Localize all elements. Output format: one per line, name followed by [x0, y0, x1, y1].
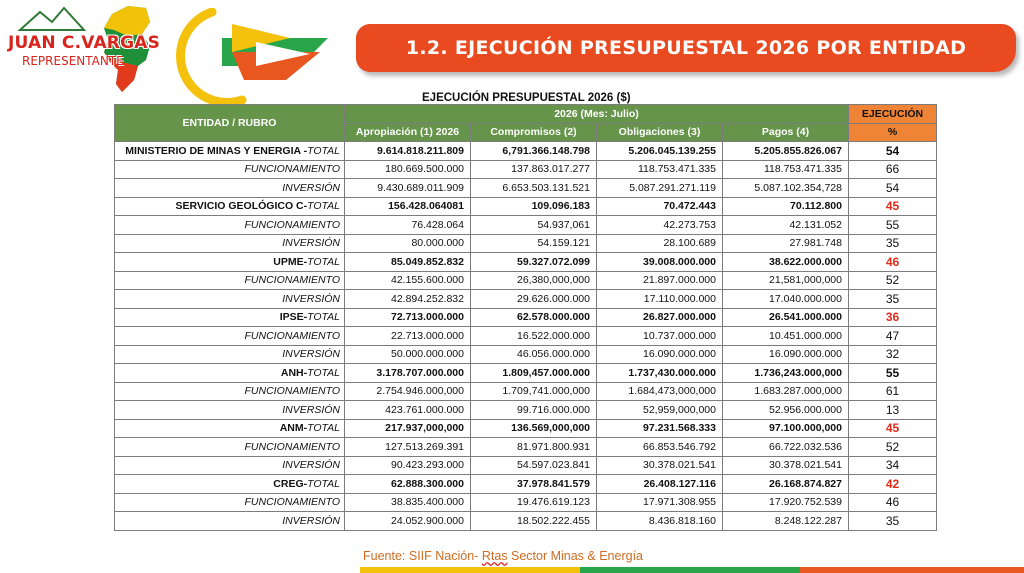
row-obligations: 5.206.045.139.255 — [597, 142, 723, 161]
row-entity — [115, 419, 345, 438]
row-obligations: 42.273.753 — [597, 216, 723, 235]
table-row — [115, 327, 937, 346]
row-entity — [115, 234, 345, 253]
row-obligations: 10.737.000.000 — [597, 327, 723, 346]
row-entity-name: UPME- — [273, 255, 308, 268]
row-payments: 26.541.000.000 — [723, 308, 849, 327]
row-appropriation: 9.430.689.011.909 — [345, 179, 471, 198]
row-payments: 16.090.000.000 — [723, 345, 849, 364]
table-row — [115, 493, 937, 512]
table-row-total — [115, 253, 937, 272]
row-execution-pct: 32 — [849, 345, 937, 364]
row-entity-name: INVERSIÓN — [282, 514, 340, 527]
row-entity-name: FUNCIONAMIENTO — [244, 163, 340, 176]
table-row — [115, 271, 937, 290]
row-appropriation: 62.888.300.000 — [345, 475, 471, 494]
row-appropriation: 217.937,000,000 — [345, 419, 471, 438]
row-entity-name: INVERSIÓN — [282, 459, 340, 472]
row-obligations: 8.436.818.160 — [597, 512, 723, 531]
row-entity-suffix: TOTAL — [307, 255, 340, 268]
row-commitments: 81.971.800.931 — [471, 438, 597, 457]
row-execution-pct: 52 — [849, 438, 937, 457]
bottom-stripe — [360, 567, 1024, 573]
row-entity — [115, 308, 345, 327]
row-commitments: 46.056.000.000 — [471, 345, 597, 364]
table-body — [115, 142, 937, 531]
row-execution-pct: 35 — [849, 512, 937, 531]
row-commitments: 137.863.017.277 — [471, 160, 597, 179]
row-entity-suffix: TOTAL — [307, 366, 340, 379]
source-note — [363, 549, 643, 563]
table-row — [115, 234, 937, 253]
row-execution-pct: 52 — [849, 271, 937, 290]
header-execution-unit: % — [849, 123, 937, 142]
title-banner — [356, 24, 1016, 72]
row-entity-name: FUNCIONAMIENTO — [244, 440, 340, 453]
table-row-total — [115, 197, 937, 216]
row-obligations: 70.472.443 — [597, 197, 723, 216]
row-appropriation: 42.894.252.832 — [345, 290, 471, 309]
row-entity-suffix: TOTAL — [307, 144, 340, 157]
row-entity-suffix: TOTAL — [307, 200, 340, 213]
row-entity-name: FUNCIONAMIENTO — [244, 329, 340, 342]
row-obligations: 39.008.000.000 — [597, 253, 723, 272]
row-entity-suffix: TOTAL — [307, 311, 340, 324]
row-appropriation: 72.713.000.000 — [345, 308, 471, 327]
row-entity-name: FUNCIONAMIENTO — [244, 218, 340, 231]
row-commitments: 29.626.000.000 — [471, 290, 597, 309]
row-commitments: 1.709,741.000,000 — [471, 382, 597, 401]
header-entity: ENTIDAD / RUBRO — [115, 105, 345, 142]
row-commitments: 18.502.222.455 — [471, 512, 597, 531]
header-appropriation: Apropiación (1) 2026 — [345, 123, 471, 142]
row-obligations: 26.827.000.000 — [597, 308, 723, 327]
row-entity-suffix: TOTAL — [307, 477, 340, 490]
table-row — [115, 216, 937, 235]
row-entity-name: INVERSIÓN — [282, 181, 340, 194]
row-payments: 17.920.752.539 — [723, 493, 849, 512]
row-entity — [115, 475, 345, 494]
row-execution-pct: 47 — [849, 327, 937, 346]
row-appropriation: 80.000.000 — [345, 234, 471, 253]
row-payments: 26.168.874.827 — [723, 475, 849, 494]
row-commitments: 54.597.023.841 — [471, 456, 597, 475]
table-caption: EJECUCIÓN PRESUPUESTAL 2026 ($) — [422, 92, 631, 104]
row-entity-name: ANM- — [279, 422, 308, 435]
table-row-total — [115, 308, 937, 327]
row-appropriation: 50.000.000.000 — [345, 345, 471, 364]
row-payments: 1.736,243.000,000 — [723, 364, 849, 383]
row-entity — [115, 512, 345, 531]
row-obligations: 17.110.000.000 — [597, 290, 723, 309]
row-appropriation: 9.614.818.211.809 — [345, 142, 471, 161]
table-row — [115, 438, 937, 457]
header-execution: EJECUCIÓN — [849, 105, 937, 124]
row-appropriation: 423.761.000.000 — [345, 401, 471, 420]
row-entity — [115, 327, 345, 346]
row-appropriation: 127.513.269.391 — [345, 438, 471, 457]
row-payments: 30.378.021.541 — [723, 456, 849, 475]
row-commitments: 59.327.072.099 — [471, 253, 597, 272]
row-payments: 38.622.000.000 — [723, 253, 849, 272]
row-entity-name: INVERSIÓN — [282, 237, 340, 250]
row-commitments: 136.569,000,000 — [471, 419, 597, 438]
row-obligations: 52,959,000,000 — [597, 401, 723, 420]
source-suffix: Sector Minas & Energía — [507, 549, 643, 563]
row-commitments: 16.522.000.000 — [471, 327, 597, 346]
row-entity — [115, 271, 345, 290]
logo — [0, 0, 165, 100]
budget-table — [114, 104, 937, 531]
row-obligations: 17.971.308.955 — [597, 493, 723, 512]
row-entity — [115, 160, 345, 179]
table-row-total — [115, 142, 937, 161]
table-row — [115, 512, 937, 531]
row-commitments: 6.653.503.131.521 — [471, 179, 597, 198]
row-payments: 70.112.800 — [723, 197, 849, 216]
arrow-emblem-icon — [160, 8, 340, 108]
row-commitments: 37.978.841.579 — [471, 475, 597, 494]
row-obligations: 16.090.000.000 — [597, 345, 723, 364]
row-execution-pct: 13 — [849, 401, 937, 420]
row-obligations: 1.737,430.000.000 — [597, 364, 723, 383]
row-payments: 42.131.052 — [723, 216, 849, 235]
row-appropriation: 156.428.064081 — [345, 197, 471, 216]
row-commitments: 109.096.183 — [471, 197, 597, 216]
row-execution-pct: 34 — [849, 456, 937, 475]
row-appropriation: 3.178.707.000.000 — [345, 364, 471, 383]
row-commitments: 19.476.619.123 — [471, 493, 597, 512]
row-execution-pct: 54 — [849, 179, 937, 198]
row-execution-pct: 54 — [849, 142, 937, 161]
logo-role: REPRESENTANTE — [22, 54, 124, 68]
row-entity — [115, 179, 345, 198]
table-row — [115, 160, 937, 179]
row-entity — [115, 456, 345, 475]
row-execution-pct: 45 — [849, 197, 937, 216]
row-obligations: 28.100.689 — [597, 234, 723, 253]
source-prefix: Fuente: SIIF Nación- — [363, 549, 482, 563]
table-row — [115, 179, 937, 198]
row-payments: 52.956.000.000 — [723, 401, 849, 420]
row-appropriation: 42.155.600.000 — [345, 271, 471, 290]
logo-name: JUAN C.VARGAS — [8, 33, 161, 53]
row-entity — [115, 253, 345, 272]
row-commitments: 6,791.366.148.798 — [471, 142, 597, 161]
row-payments: 27.981.748 — [723, 234, 849, 253]
table-row — [115, 345, 937, 364]
table-row — [115, 382, 937, 401]
row-obligations: 97.231.568.333 — [597, 419, 723, 438]
row-payments: 1.683.287.000,000 — [723, 382, 849, 401]
header-period: 2026 (Mes: Julio) — [345, 105, 849, 124]
row-payments: 97.100.000,000 — [723, 419, 849, 438]
row-commitments: 54.937,061 — [471, 216, 597, 235]
row-execution-pct: 45 — [849, 419, 937, 438]
table-row — [115, 401, 937, 420]
row-payments: 17.040.000.000 — [723, 290, 849, 309]
row-entity-name: SERVICIO GEOLÓGICO C- — [175, 200, 308, 213]
row-appropriation: 38.835.400.000 — [345, 493, 471, 512]
header-commitments: Compromisos (2) — [471, 123, 597, 142]
table-row — [115, 290, 937, 309]
row-payments: 5.205.855.826.067 — [723, 142, 849, 161]
row-commitments: 99.716.000.000 — [471, 401, 597, 420]
row-obligations: 118.753.471.335 — [597, 160, 723, 179]
row-execution-pct: 35 — [849, 290, 937, 309]
row-appropriation: 2.754.946.000,000 — [345, 382, 471, 401]
row-execution-pct: 55 — [849, 216, 937, 235]
row-entity — [115, 142, 345, 161]
table-row-total — [115, 419, 937, 438]
row-appropriation: 85.049.852.832 — [345, 253, 471, 272]
row-entity-name: INVERSIÓN — [282, 348, 340, 361]
table-row-total — [115, 364, 937, 383]
row-entity-suffix: TOTAL — [307, 422, 340, 435]
row-execution-pct: 61 — [849, 382, 937, 401]
row-execution-pct: 36 — [849, 308, 937, 327]
row-obligations: 30.378.021.541 — [597, 456, 723, 475]
row-obligations: 1.684,473,000,000 — [597, 382, 723, 401]
row-entity — [115, 290, 345, 309]
row-entity — [115, 345, 345, 364]
row-commitments: 54.159.121 — [471, 234, 597, 253]
table-row — [115, 456, 937, 475]
row-execution-pct: 66 — [849, 160, 937, 179]
source-underlined: Rtas — [481, 549, 508, 563]
row-payments: 21,581,000,000 — [723, 271, 849, 290]
row-obligations: 26.408.127.116 — [597, 475, 723, 494]
row-payments: 8.248.122.287 — [723, 512, 849, 531]
row-entity — [115, 216, 345, 235]
header-payments: Pagos (4) — [723, 123, 849, 142]
row-appropriation: 76.428.064 — [345, 216, 471, 235]
row-entity-name: FUNCIONAMIENTO — [244, 274, 340, 287]
row-entity-name: ANH- — [280, 366, 308, 379]
row-execution-pct: 35 — [849, 234, 937, 253]
row-entity-name: MINISTERIO DE MINAS Y ENERGIA - — [125, 144, 308, 157]
row-payments: 10.451.000.000 — [723, 327, 849, 346]
row-execution-pct: 46 — [849, 253, 937, 272]
row-execution-pct: 42 — [849, 475, 937, 494]
row-appropriation: 90.423.293.000 — [345, 456, 471, 475]
row-payments: 66.722.032.536 — [723, 438, 849, 457]
row-commitments: 1.809,457.000.000 — [471, 364, 597, 383]
row-appropriation: 24.052.900.000 — [345, 512, 471, 531]
row-commitments: 62.578.000.000 — [471, 308, 597, 327]
row-execution-pct: 46 — [849, 493, 937, 512]
header-obligations: Obligaciones (3) — [597, 123, 723, 142]
row-entity — [115, 382, 345, 401]
page-title: 1.2. EJECUCIÓN PRESUPUESTAL 2026 POR ENTIDAD — [405, 37, 967, 59]
row-entity-name: CREG- — [273, 477, 308, 490]
table-row-total — [115, 475, 937, 494]
row-appropriation: 180.669.500.000 — [345, 160, 471, 179]
row-entity — [115, 364, 345, 383]
row-entity — [115, 438, 345, 457]
row-entity-name: IPSE- — [279, 311, 308, 324]
row-obligations: 66.853.546.792 — [597, 438, 723, 457]
row-execution-pct: 55 — [849, 364, 937, 383]
row-entity — [115, 493, 345, 512]
row-entity-name: INVERSIÓN — [282, 403, 340, 416]
row-entity — [115, 401, 345, 420]
row-payments: 118.753.471.335 — [723, 160, 849, 179]
row-entity-name: INVERSIÓN — [282, 292, 340, 305]
table-header — [115, 105, 937, 142]
row-entity-name: FUNCIONAMIENTO — [244, 385, 340, 398]
row-payments: 5.087.102.354,728 — [723, 179, 849, 198]
row-entity — [115, 197, 345, 216]
row-obligations: 21.897.000.000 — [597, 271, 723, 290]
row-entity-name: FUNCIONAMIENTO — [244, 496, 340, 509]
row-appropriation: 22.713.000.000 — [345, 327, 471, 346]
row-commitments: 26,380,000,000 — [471, 271, 597, 290]
row-obligations: 5.087.291.271.119 — [597, 179, 723, 198]
